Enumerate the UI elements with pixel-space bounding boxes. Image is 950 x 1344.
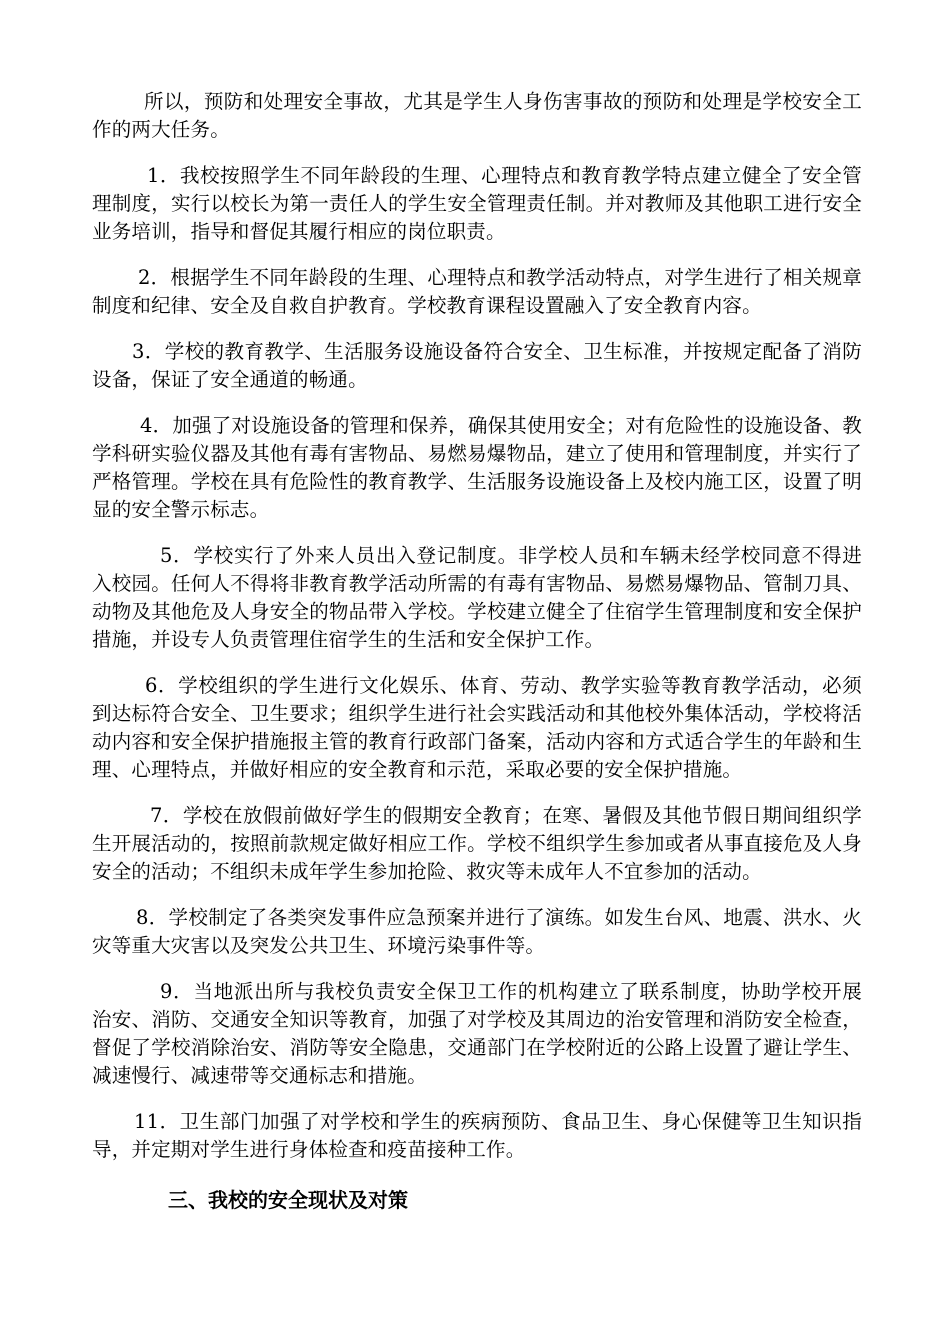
paragraph-item-6: 6．学校组织的学生进行文化娱乐、体育、劳动、教学实验等教育教学活动，必须到达标符合安全、卫生要求；组织学生进行社会实践活动和其他校外集体活动，学校将活动内容和安全保护措施报主管的教育行政部门备案，活动内容和方式适合学生的年龄和生理、心理特点，并做好相应的安全教育和示范，采取必要的安全保护措施。 [92, 674, 862, 781]
paragraph-item-1: 1．我校按照学生不同年龄段的生理、心理特点和教育教学特点建立健全了安全管理制度，实行以校长为第一责任人的学生安全管理责任制。并对教师及其他职工进行安全业务培训，指导和督促其履行相应的岗位职责。 [92, 164, 862, 243]
paragraph-item-7: 7．学校在放假前做好学生的假期安全教育；在寒、暑假及其他节假日期间组织学生开展活动的，按照前款规定做好相应工作。学校不组织学生参加或者从事直接危及人身安全的活动；不组织未成年学生参加抢险、救灾等未成年人不宜参加的活动。 [92, 804, 862, 883]
paragraph-item-2: 2．根据学生不同年龄段的生理、心理特点和教学活动特点，对学生进行了相关规章制度和纪律、安全及自救自护教育。学校教育课程设置融入了安全教育内容。 [92, 266, 862, 317]
paragraph-item-5: 5．学校实行了外来人员出入登记制度。非学校人员和车辆未经学校同意不得进入校园。任何人不得将非教育教学活动所需的有毒有害物品、易燃易爆物品、管制刀具、动物及其他危及人身安全的物品带入学校。学校建立健全了住宿学生管理制度和安全保护措施，并设专人负责管理住宿学生的生活和安全保护工作。 [92, 544, 862, 651]
paragraph-item-4: 4．加强了对设施设备的管理和保养，确保其使用安全；对有危险性的设施设备、教学科研实验仪器及其他有毒有害物品、易燃易爆物品，建立了使用和管理制度，并实行了严格管理。学校在具有危险性的教育教学、生活服务设施设备上及校内施工区，设置了明显的安全警示标志。 [92, 414, 862, 521]
paragraph-item-11: 11．卫生部门加强了对学校和学生的疾病预防、食品卫生、身心保健等卫生知识指导，并定期对学生进行身体检查和疫苗接种工作。 [92, 1110, 862, 1161]
paragraph-intro: 所以，预防和处理安全事故，尤其是学生人身伤害事故的预防和处理是学校安全工作的两大任务。 [92, 90, 862, 141]
paragraph-item-9: 9．当地派出所与我校负责安全保卫工作的机构建立了联系制度，协助学校开展治安、消防、交通安全知识等教育，加强了对学校及其周边的治安管理和消防安全检查，督促了学校消除治安、消防等安全隐患，交通部门在学校附近的公路上设置了避让学生、减速慢行、减速带等交通标志和措施。 [92, 980, 862, 1087]
document-page [92, 88, 862, 1214]
paragraph-item-8: 8．学校制定了各类突发事件应急预案并进行了演练。如发生台风、地震、洪水、火灾等重大灾害以及突发公共卫生、环境污染事件等。 [92, 906, 862, 957]
section-heading: 三、我校的安全现状及对策 [168, 1188, 408, 1212]
paragraph-item-3: 3．学校的教育教学、生活服务设施设备符合安全、卫生标准，并按规定配备了消防设备，保证了安全通道的畅通。 [92, 340, 862, 391]
